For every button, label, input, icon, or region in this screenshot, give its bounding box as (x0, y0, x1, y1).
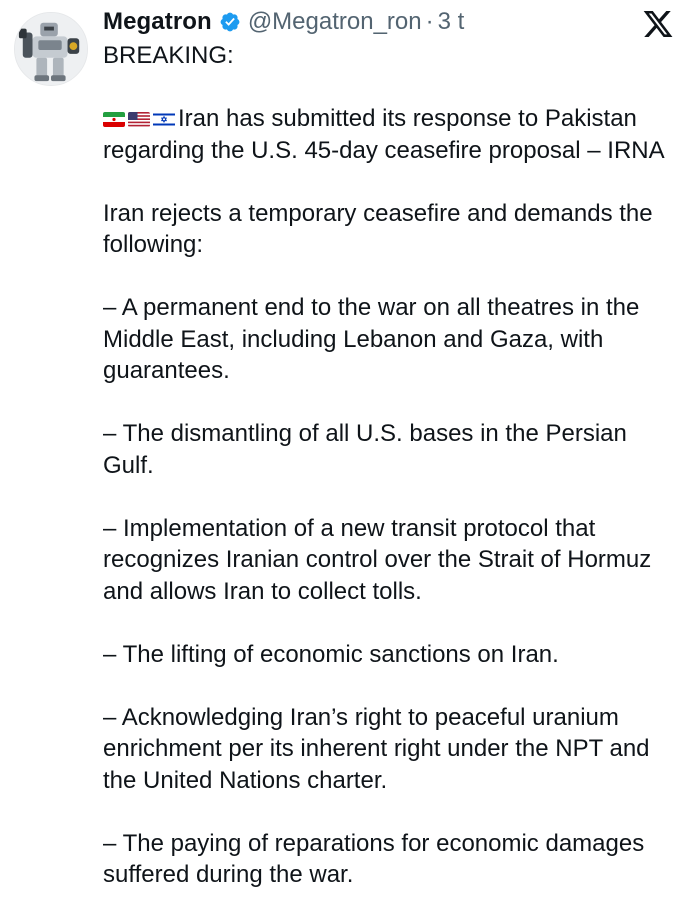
verified-badge-icon (219, 11, 241, 33)
author-handle[interactable]: @Megatron_ron (247, 8, 422, 35)
tweet-timestamp[interactable]: 3 t (437, 8, 465, 35)
iran-flag-icon (103, 112, 125, 127)
demand-item: – The dismantling of all U.S. bases in the Persian Gulf. (103, 420, 627, 479)
demand-item: – Acknowledging Iran’s right to peaceful uranium enrichment per its inherent right under the NPT and the United Nations charter. (103, 703, 650, 794)
israel-flag-icon (153, 112, 175, 127)
tweet-text (103, 40, 683, 891)
tweet-header (103, 6, 464, 38)
author-name[interactable]: Megatron (103, 8, 212, 35)
usa-flag-icon (128, 112, 150, 127)
separator-dot: · (425, 8, 434, 35)
demand-item: – A permanent end to the war on all theatres in the Middle East, including Lebanon and Gaza, with guarantees. (103, 294, 640, 384)
robot-avatar[interactable] (14, 12, 88, 86)
paragraph-response (103, 103, 683, 166)
paragraph-rejection: Iran rejects a temporary ceasefire and demands the following: (103, 199, 653, 258)
x-logo-icon[interactable] (642, 8, 674, 40)
breaking-line: BREAKING: (103, 42, 234, 69)
demand-item: – The paying of reparations for economic damages suffered during the war. (103, 829, 645, 888)
demand-item: – The lifting of economic sanctions on Iran. (103, 640, 559, 668)
demand-item: – Implementation of a new transit protocol that recognizes Iranian control over the Strait of Hormuz and allows Iran to collect tolls. (103, 514, 652, 605)
response-text: Iran has submitted its response to Pakistan regarding the U.S. 45-day ceasefire proposal – IRNA (103, 105, 665, 164)
